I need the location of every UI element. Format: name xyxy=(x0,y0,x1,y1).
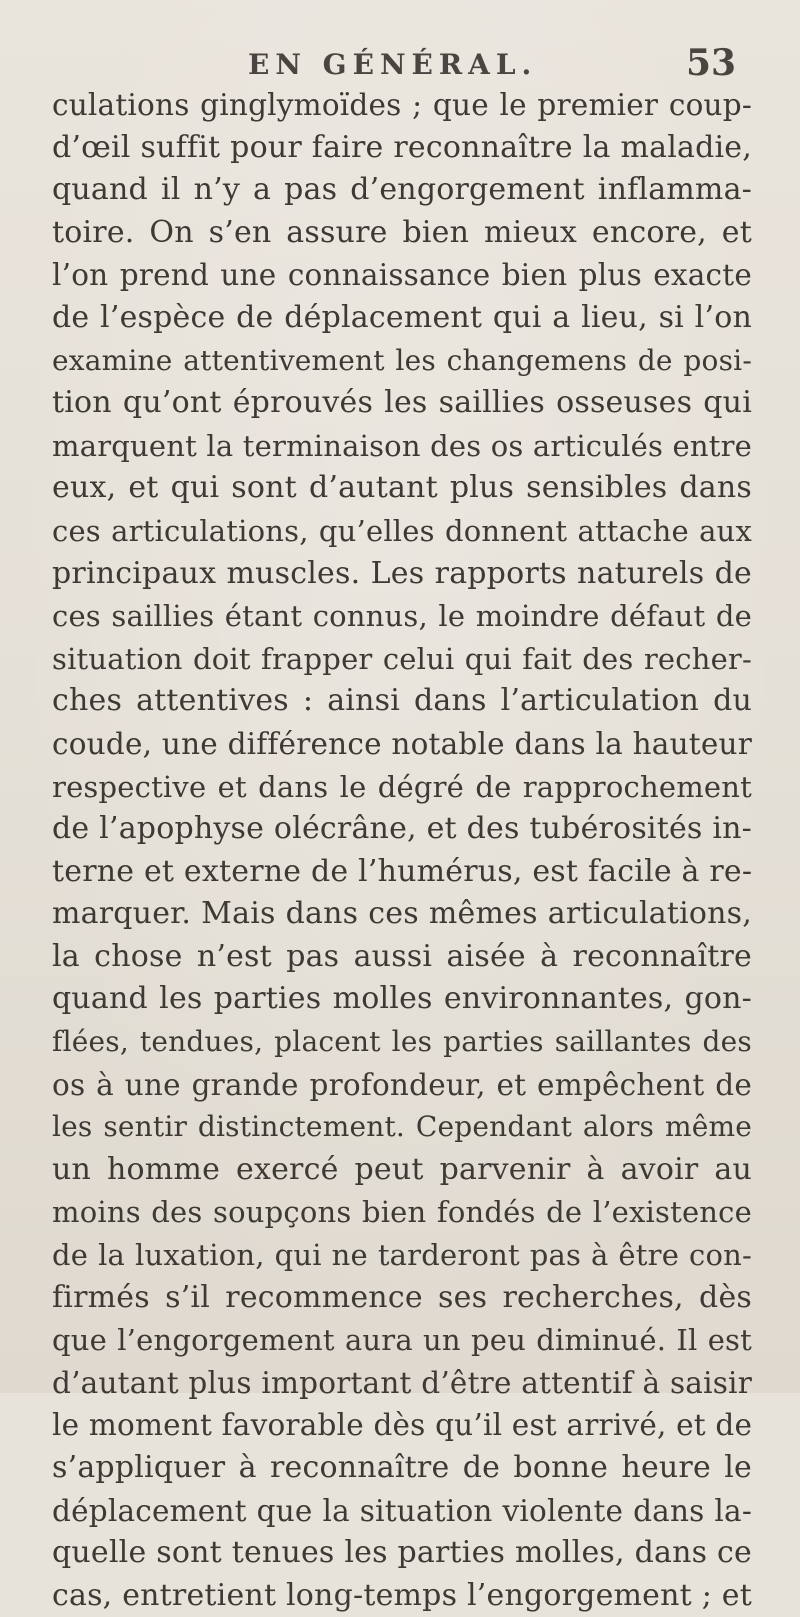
text-line: d’œil suffit pour faire reconnaître la maladie, xyxy=(52,129,752,165)
text-line: le moment favorable dès qu’il est arrivé, et de xyxy=(52,1408,753,1443)
body-text xyxy=(52,84,752,1617)
text-line: terne et externe de l’humérus, est facile à re- xyxy=(52,853,753,889)
text-line: ces articulations, qu’elles donnent attache aux xyxy=(52,513,752,548)
text-line: un homme exercé peut parvenir à avoir au xyxy=(52,1151,752,1187)
page-number: 53 xyxy=(686,42,737,84)
text-line: flées, tendues, placent les parties saillantes des xyxy=(52,1025,752,1059)
text-line: d’autant plus important d’être attentif à saisir xyxy=(52,1365,752,1400)
text-line: déplacement que la situation violente dans la- xyxy=(52,1493,752,1528)
text-line: examine attentivement les changemens de posi- xyxy=(52,343,752,377)
text-line: respective et dans le dégré de rapprochement xyxy=(52,769,752,804)
text-line: tion qu’ont éprouvés les saillies osseuses qui xyxy=(52,385,752,421)
text-line: marquer. Mais dans ces mêmes articulations, xyxy=(52,896,752,932)
text-line: de l’espèce de déplacement qui a lieu, si l’on xyxy=(52,299,752,335)
text-line: toire. On s’en assure bien mieux encore, et xyxy=(52,214,752,250)
text-line: l’on prend une connaissance bien plus exacte xyxy=(52,258,752,293)
text-line: cas, entretient long-temps l’engorgement ; et xyxy=(52,1577,752,1613)
text-line: situation doit frapper celui qui fait des recher- xyxy=(52,641,752,676)
text-line: eux, et qui sont d’autant plus sensibles dans xyxy=(52,470,752,506)
page-header xyxy=(0,42,800,90)
text-line: moins des soupçons bien fondés de l’existence xyxy=(52,1195,752,1230)
text-line: ces saillies étant connus, le moindre défaut de xyxy=(52,599,752,634)
text-line: quelle sont tenues les parties molles, dans ce xyxy=(52,1535,752,1571)
text-line: que l’engorgement aura un peu diminué. Il est xyxy=(52,1323,752,1358)
text-line: de la luxation, qui ne tarderont pas à être con- xyxy=(52,1238,752,1273)
text-line: ches attentives : ainsi dans l’articulation du xyxy=(52,683,752,719)
text-line: marquent la terminaison des os articulés entre xyxy=(52,428,752,463)
text-line: quand il n’y a pas d’engorgement inflamma- xyxy=(52,172,752,208)
running-head: EN GÉNÉRAL. xyxy=(248,48,538,81)
text-line: la chose n’est pas aussi aisée à reconnaître xyxy=(52,938,752,974)
text-line: firmés s’il recommence ses recherches, dès xyxy=(52,1279,752,1315)
text-line: de l’apophyse olécrâne, et des tubérosités in- xyxy=(52,811,752,847)
text-line: s’appliquer à reconnaître de bonne heure le xyxy=(52,1450,752,1485)
text-line: principaux muscles. Les rapports naturels de xyxy=(52,555,752,591)
text-line: les sentir distinctement. Cependant alors même xyxy=(52,1110,752,1144)
text-line: os à une grande profondeur, et empêchent de xyxy=(52,1067,752,1102)
text-line: coude, une différence notable dans la hauteur xyxy=(52,726,752,761)
text-line: culations ginglymoïdes ; que le premier coup- xyxy=(52,88,752,122)
text-line: quand les parties molles environnantes, gon- xyxy=(52,981,752,1017)
